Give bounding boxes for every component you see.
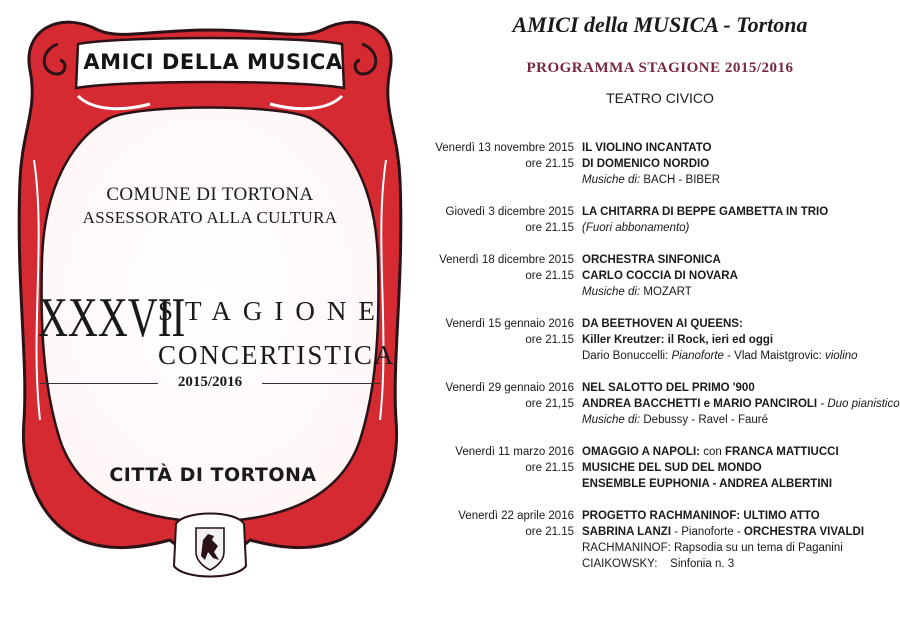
- poster-concertistica: CONCERTISTICA: [158, 340, 396, 370]
- poster-header: AMICI DELLA MUSICA: [83, 50, 343, 74]
- poster-comune: COMUNE DI TORTONA: [106, 184, 314, 205]
- event-item: [420, 140, 900, 188]
- event-time: ore 21.15: [525, 222, 574, 234]
- event-time: ore 21.15: [525, 462, 574, 474]
- event-title: [582, 444, 900, 460]
- music-prefix: Musiche di:: [582, 174, 641, 186]
- years-rule-right: [262, 383, 380, 384]
- performer-bold: ORCHESTRA VIVALDI: [743, 526, 865, 538]
- music-text: BACH - BIBER: [643, 174, 721, 186]
- event-subtitle: Killer Kreutzer: il Rock, ieri ed oggi: [582, 334, 774, 346]
- poster-city: CITTÀ DI TORTONA: [109, 464, 317, 486]
- event-date: Venerdì 22 aprile 2016: [458, 510, 574, 522]
- venue: TEATRO CIVICO: [606, 90, 714, 106]
- event-item: [420, 252, 900, 300]
- performer-bold: SABRINA LANZI: [582, 526, 672, 538]
- event-time: ore 21.15: [525, 334, 574, 346]
- performer-name: - Vlad Maistgrovic:: [727, 350, 822, 362]
- event-list: [420, 140, 900, 588]
- event-music: [582, 172, 900, 188]
- music-prefix: Musiche di:: [582, 414, 641, 426]
- event-music: [582, 412, 900, 428]
- programme-subtitle: PROGRAMMA STAGIONE 2015/2016: [526, 60, 794, 76]
- event-time: ore 21.15: [525, 270, 574, 282]
- event-item: [420, 316, 900, 364]
- event-music: [582, 284, 900, 300]
- lion-shield-icon: [196, 528, 224, 570]
- event-date: Venerdì 15 gennaio 2016: [445, 318, 574, 330]
- event-subtitle: CARLO COCCIA DI NOVARA: [582, 270, 738, 282]
- event-piece: CIAIKOWSKY: Sinfonia n. 3: [582, 558, 735, 570]
- event-time: ore 21.15: [525, 158, 574, 170]
- event-item: [420, 508, 900, 572]
- event-subtitle: [582, 524, 900, 540]
- poster-roman-numeral: XXXVII: [38, 287, 186, 349]
- ensemble-type: - Duo pianistico: [820, 398, 900, 410]
- event-date: Giovedì 3 dicembre 2015: [445, 206, 574, 218]
- event-date: Venerdì 29 gennaio 2016: [445, 382, 574, 394]
- title-bold: OMAGGIO A NAPOLI:: [582, 446, 700, 458]
- event-title: PROGETTO RACHMANINOF: ULTIMO ATTO: [582, 510, 820, 522]
- event-item: [420, 380, 900, 428]
- event-ensemble: ENSEMBLE EUPHONIA - ANDREA ALBERTINI: [582, 478, 833, 490]
- event-date: Venerdì 11 marzo 2016: [455, 446, 574, 458]
- music-text: Debussy - Ravel - Fauré: [643, 414, 768, 426]
- music-text: MOZART: [643, 286, 692, 298]
- event-item: [420, 204, 900, 236]
- programme-title: AMICI della MUSICA - Tortona: [512, 12, 808, 37]
- event-title: NEL SALOTTO DEL PRIMO '900: [582, 382, 755, 394]
- title-bold: FRANCA MATTIUCCI: [724, 446, 839, 458]
- performer-role: Pianoforte: [671, 350, 724, 362]
- event-subtitle: DI DOMENICO NORDIO: [582, 158, 710, 170]
- performer-name: Dario Bonuccelli:: [582, 350, 669, 362]
- poster-assessorato: ASSESSORATO ALLA CULTURA: [82, 208, 338, 227]
- event-title: DA BEETHOVEN AI QUEENS:: [582, 318, 743, 330]
- event-subtitle: MUSICHE DEL SUD DEL MONDO: [582, 462, 762, 474]
- title-plain: con: [703, 446, 722, 458]
- poster: [0, 0, 420, 627]
- event-title: ORCHESTRA SINFONICA: [582, 254, 721, 266]
- event-subtitle: [582, 396, 900, 412]
- event-time: ore 21,15: [525, 398, 574, 410]
- event-title: IL VIOLINO INCANTATO: [582, 142, 712, 154]
- programme: [420, 0, 900, 627]
- performer-role: violino: [824, 350, 858, 362]
- performer-role: - Pianoforte -: [674, 526, 741, 538]
- poster-stagione: STAGIONE: [158, 296, 387, 326]
- event-date: Venerdì 13 novembre 2015: [435, 142, 574, 154]
- years-rule-left: [40, 383, 158, 384]
- event-piece: RACHMANINOF: Rapsodia su un tema di Paganini: [582, 542, 843, 554]
- event-performers: [582, 348, 900, 364]
- music-prefix: Musiche di:: [582, 286, 641, 298]
- poster-years: 2015/2016: [177, 374, 243, 390]
- event-note: (Fuori abbonamento): [582, 222, 690, 234]
- performers-bold: ANDREA BACCHETTI e MARIO PANCIROLI: [582, 398, 818, 410]
- event-time: ore 21.15: [525, 526, 574, 538]
- event-date: Venerdì 18 dicembre 2015: [439, 254, 574, 266]
- event-item: [420, 444, 900, 492]
- event-title: LA CHITARRA DI BEPPE GAMBETTA IN TRIO: [582, 206, 829, 218]
